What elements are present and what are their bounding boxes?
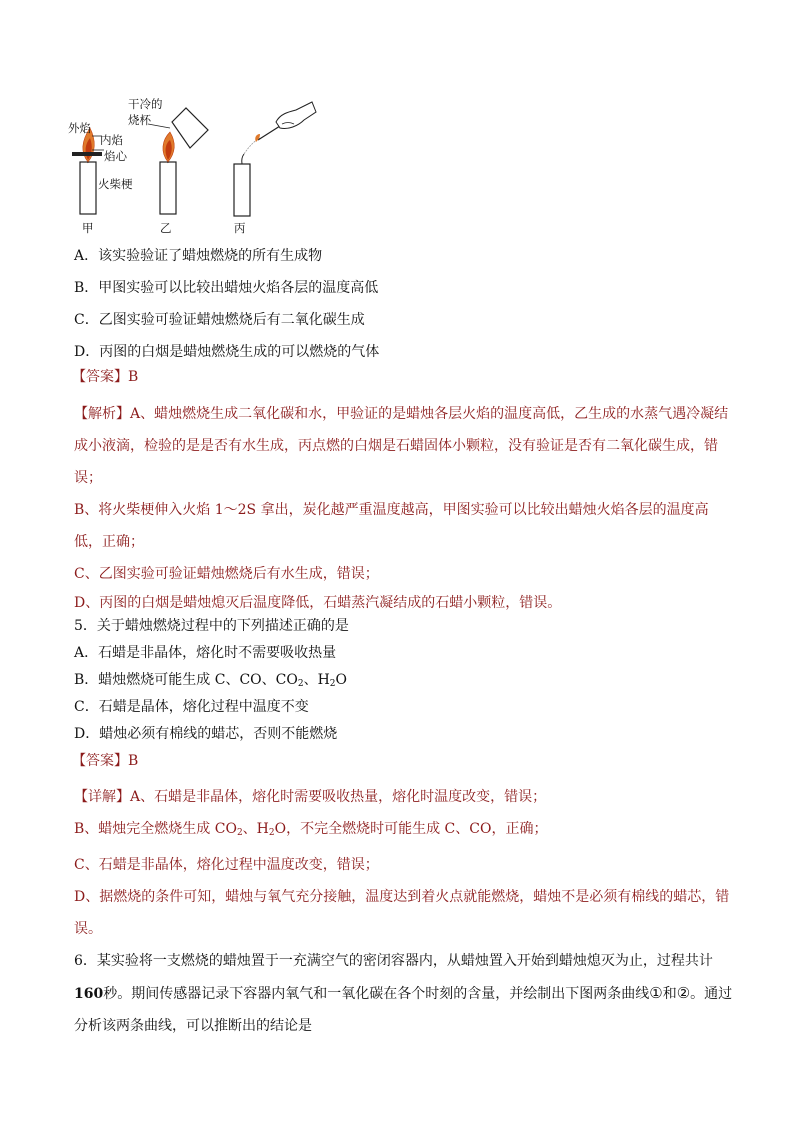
label-bing: 丙 (234, 221, 246, 235)
label-yi: 乙 (160, 221, 172, 235)
q5-detail-b: B、蜡烛完全燃烧生成 $CO_2$、$H_2O$，不完全燃烧时可能生成 C、CO，正确； (74, 821, 548, 838)
label-jia: 甲 (82, 221, 94, 235)
q4-analysis-b: B、将火柴梗伸入火焰 1～2S 拿出，炭化越严重温度越高，甲图实验可以比较出蜡烛火焰各层的温度高低，正确； (74, 502, 709, 550)
label-flame-core: 焰心 (104, 149, 127, 163)
document-body (74, 246, 734, 1042)
label-cold-beaker-2: 烧杯 (128, 113, 151, 127)
q5-option-c: C．石蜡是晶体，熔化过程中温度不变 (74, 699, 309, 715)
q4-answer: 【答案】B (72, 369, 139, 385)
hand-icon (276, 102, 316, 129)
label-cold-beaker-1: 干冷的 (128, 97, 163, 111)
q5-detail-d: D、据燃烧的条件可知，蜡烛与氧气充分接触，温度达到着火点就能燃烧，蜡烛不是必须有棉线的蜡芯，错误。 (74, 889, 730, 937)
candle-yi (148, 108, 208, 214)
q5-option-b: B．蜡烛燃烧可能生成 C、CO、$CO_2$、$H_2O$ (74, 672, 348, 689)
label-outer-flame: 外焰 (68, 121, 91, 135)
q5-detail-c: C、石蜡是非晶体，熔化过程中温度改变，错误； (74, 857, 379, 873)
q6-stem: 6．某实验将一支燃烧的蜡烛置于一充满空气的密闭容器内，从蜡烛置入开始到蜡烛熄灭为止，过程共计 160秒。期间传感器记录下容器内氧气和一氧化碳在各个时刻的含量，并绘制出下图两条曲线①和②。通过分析该两条曲线，可以推断出的结论是 (74, 953, 733, 1034)
label-matchstick: 火柴梗 (98, 177, 133, 191)
q5-detail (74, 781, 734, 945)
q4-option-a: A．该实验验证了蜡烛燃烧的所有生成物 (74, 248, 323, 264)
cold-beaker-icon (172, 108, 208, 148)
q5-option-d: D．蜡烛必须有棉线的蜡芯，否则不能燃烧 (74, 726, 338, 742)
q5-option-a: A．石蜡是非晶体，熔化时不需要吸收热量 (74, 645, 337, 661)
q5-answer: 【答案】B (72, 753, 139, 769)
candle-diagram (66, 92, 336, 240)
q4-analysis (74, 398, 734, 616)
candle-bing (234, 102, 316, 216)
q5-block (74, 616, 734, 781)
q4-option-b: B．甲图实验可以比较出蜡烛火焰各层的温度高低 (74, 280, 379, 296)
q4-analysis-c: C、乙图实验可验证蜡烛燃烧后有水生成，错误； (74, 566, 379, 582)
label-inner-flame: 内焰 (100, 133, 123, 147)
candle-experiment-figure (66, 92, 336, 240)
q5-detail-a: 【详解】A、石蜡是非晶体，熔化时需要吸收热量，熔化时温度改变，错误； (74, 789, 547, 805)
q4-option-d: D．丙图的白烟是蜡烛燃烧生成的可以燃烧的气体 (74, 344, 380, 360)
q5-stem: 5．关于蜡烛燃烧过程中的下列描述正确的是 (74, 618, 349, 634)
q4-analysis-d: D、丙图的白烟是蜡烛熄灭后温度降低，石蜡蒸汽凝结成的石蜡小颗粒，错误。 (74, 595, 562, 611)
q4-analysis-a: 【解析】A、蜡烛燃烧生成二氧化碳和水，甲验证的是蜡烛各层火焰的温度高低，乙生成的水蒸气遇冷凝结成小液滴，检验的是是否有水生成，丙点燃的白烟是石蜡固体小颗粒，没有验证是否有二氧化碳生成，错误； (74, 406, 729, 486)
q4-option-c: C．乙图实验可验证蜡烛燃烧后有二氧化碳生成 (74, 312, 365, 328)
